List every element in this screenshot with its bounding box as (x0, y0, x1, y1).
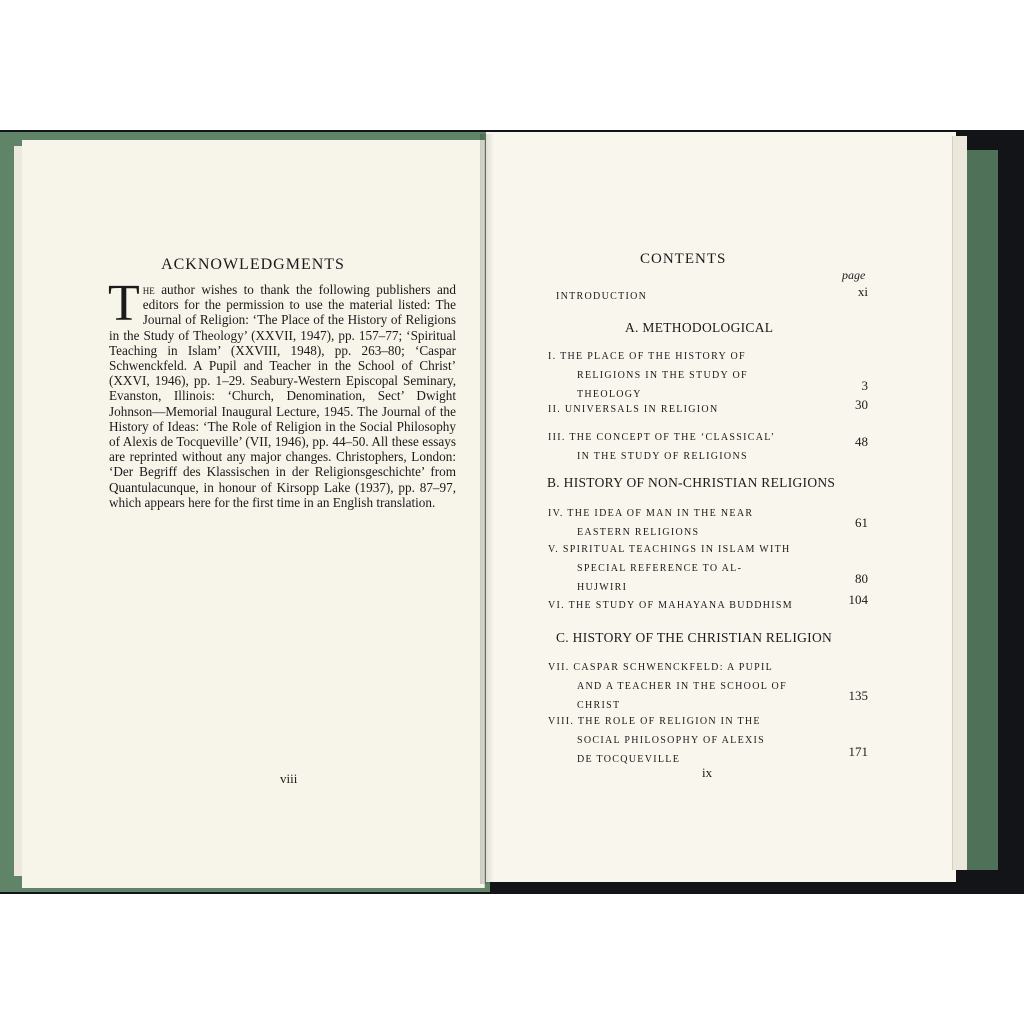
book-gutter (480, 134, 494, 884)
toc-title-line: UNIVERSALS IN RELIGION (564, 404, 719, 415)
toc-numeral: VIII. (548, 716, 575, 727)
toc-numeral: VI. (548, 600, 565, 611)
toc-page-number: 80 (855, 571, 868, 586)
toc-numeral: II. (548, 404, 562, 415)
toc-page-number: 135 (848, 688, 868, 703)
toc-numeral: VII. (548, 662, 570, 673)
toc-introduction: INTRODUCTION (556, 291, 648, 302)
lead-small-caps: he (142, 282, 155, 297)
toc-title-line: SOCIAL PHILOSOPHY OF ALEXIS (577, 735, 765, 746)
toc-numeral: I. (548, 351, 557, 362)
toc-entry (548, 504, 753, 542)
acknowledgments-heading: ACKNOWLEDGMENTS (161, 256, 345, 273)
section-heading-c: C. HISTORY OF THE CHRISTIAN RELIGION (556, 630, 833, 645)
toc-page-number: 171 (848, 744, 868, 759)
toc-page-number: 30 (855, 397, 868, 412)
toc-title-line: CASPAR SCHWENCKFELD: A PUPIL (573, 662, 774, 673)
toc-title-line: SPIRITUAL TEACHINGS IN ISLAM WITH (562, 544, 791, 555)
left-page-number: viii (280, 771, 298, 786)
toc-title-line: HUJWIRI (577, 582, 628, 593)
toc-title-line: THE PLACE OF THE HISTORY OF (560, 351, 746, 362)
section-heading-a: A. METHODOLOGICAL (625, 320, 774, 335)
toc-title-line: THEOLOGY (577, 389, 642, 400)
toc-page-number: 3 (861, 378, 868, 393)
toc-entry (548, 347, 748, 404)
toc-entry (548, 428, 775, 466)
toc-page-number: 104 (848, 592, 868, 607)
toc-page-number: 61 (855, 515, 868, 530)
toc-numeral: IV. (548, 508, 564, 519)
toc-page-number: 48 (855, 434, 868, 449)
toc-numeral: V. (548, 544, 560, 555)
toc-entry (548, 596, 793, 615)
page-edges-right (952, 136, 967, 870)
toc-numeral: III. (548, 432, 566, 443)
toc-title-line: RELIGIONS IN THE STUDY OF (577, 370, 748, 381)
toc-title-line: SPECIAL REFERENCE TO AL- (577, 563, 743, 574)
page-column-label: page (842, 268, 866, 282)
right-page-number: ix (702, 765, 713, 780)
toc-title-line: THE CONCEPT OF THE ‘CLASSICAL’ (569, 432, 776, 443)
acknowledgments-text (108, 275, 456, 510)
toc-introduction-page: xi (857, 284, 868, 299)
left-page (22, 140, 485, 888)
toc-entry (548, 400, 718, 419)
toc-title-line: THE IDEA OF MAN IN THE NEAR (567, 508, 754, 519)
toc-title-line: DE TOCQUEVILLE (577, 754, 681, 765)
toc-title-line: IN THE STUDY OF RELIGIONS (577, 451, 748, 462)
contents-heading: CONTENTS (640, 251, 727, 267)
toc-title-line: CHRIST (577, 700, 621, 711)
acknowledgments-body: author wishes to thank the following publishers and editors for the permission to use the material listed: The Journal of Religion: ‘The Place of the History of Religions in the Study of Theology’ (XXVII, 1947), pp. 157–77; ‘Spiritual Teaching in Islam’ (XXVIII, 1948), pp. 263–80; ‘Caspar Schwenckfeld. A Pupil and Teacher in the School of Christ’ (XXVI, 1946), pp. 1–29. Seabury-Western Episcopal Seminary, Evanston, Illinois: ‘Church, Denomination, Sect’ Dwight Johnson—Memorial Inaugural Lecture, 1945. The Journal of the History of Ideas: ‘The Role of Religion in the Social Philosophy of Alexis de Tocqueville’ (VII, 1946), pp. 44–50. All these essays are reprinted without any major changes. Christophers, London: ‘Der Begriff des Klassischen in der Religionsgeschichte’ from Quantulacunque, in honour of Kirsopp Lake (1937), pp. 87–97, which appears here for the first time in an English translation. (109, 282, 456, 510)
toc-entry (548, 540, 791, 597)
toc-entry (548, 712, 765, 769)
section-heading-b: B. HISTORY OF NON-CHRISTIAN RELIGIONS (547, 475, 836, 490)
toc-title-line: AND A TEACHER IN THE SCHOOL OF (577, 681, 787, 692)
toc-title-line: THE STUDY OF MAHAYANA BUDDHISM (568, 600, 793, 611)
toc-title-line: EASTERN RELIGIONS (577, 527, 700, 538)
toc-entry (548, 658, 787, 715)
drop-cap: T (108, 275, 140, 332)
toc-title-line: THE ROLE OF RELIGION IN THE (577, 716, 761, 727)
